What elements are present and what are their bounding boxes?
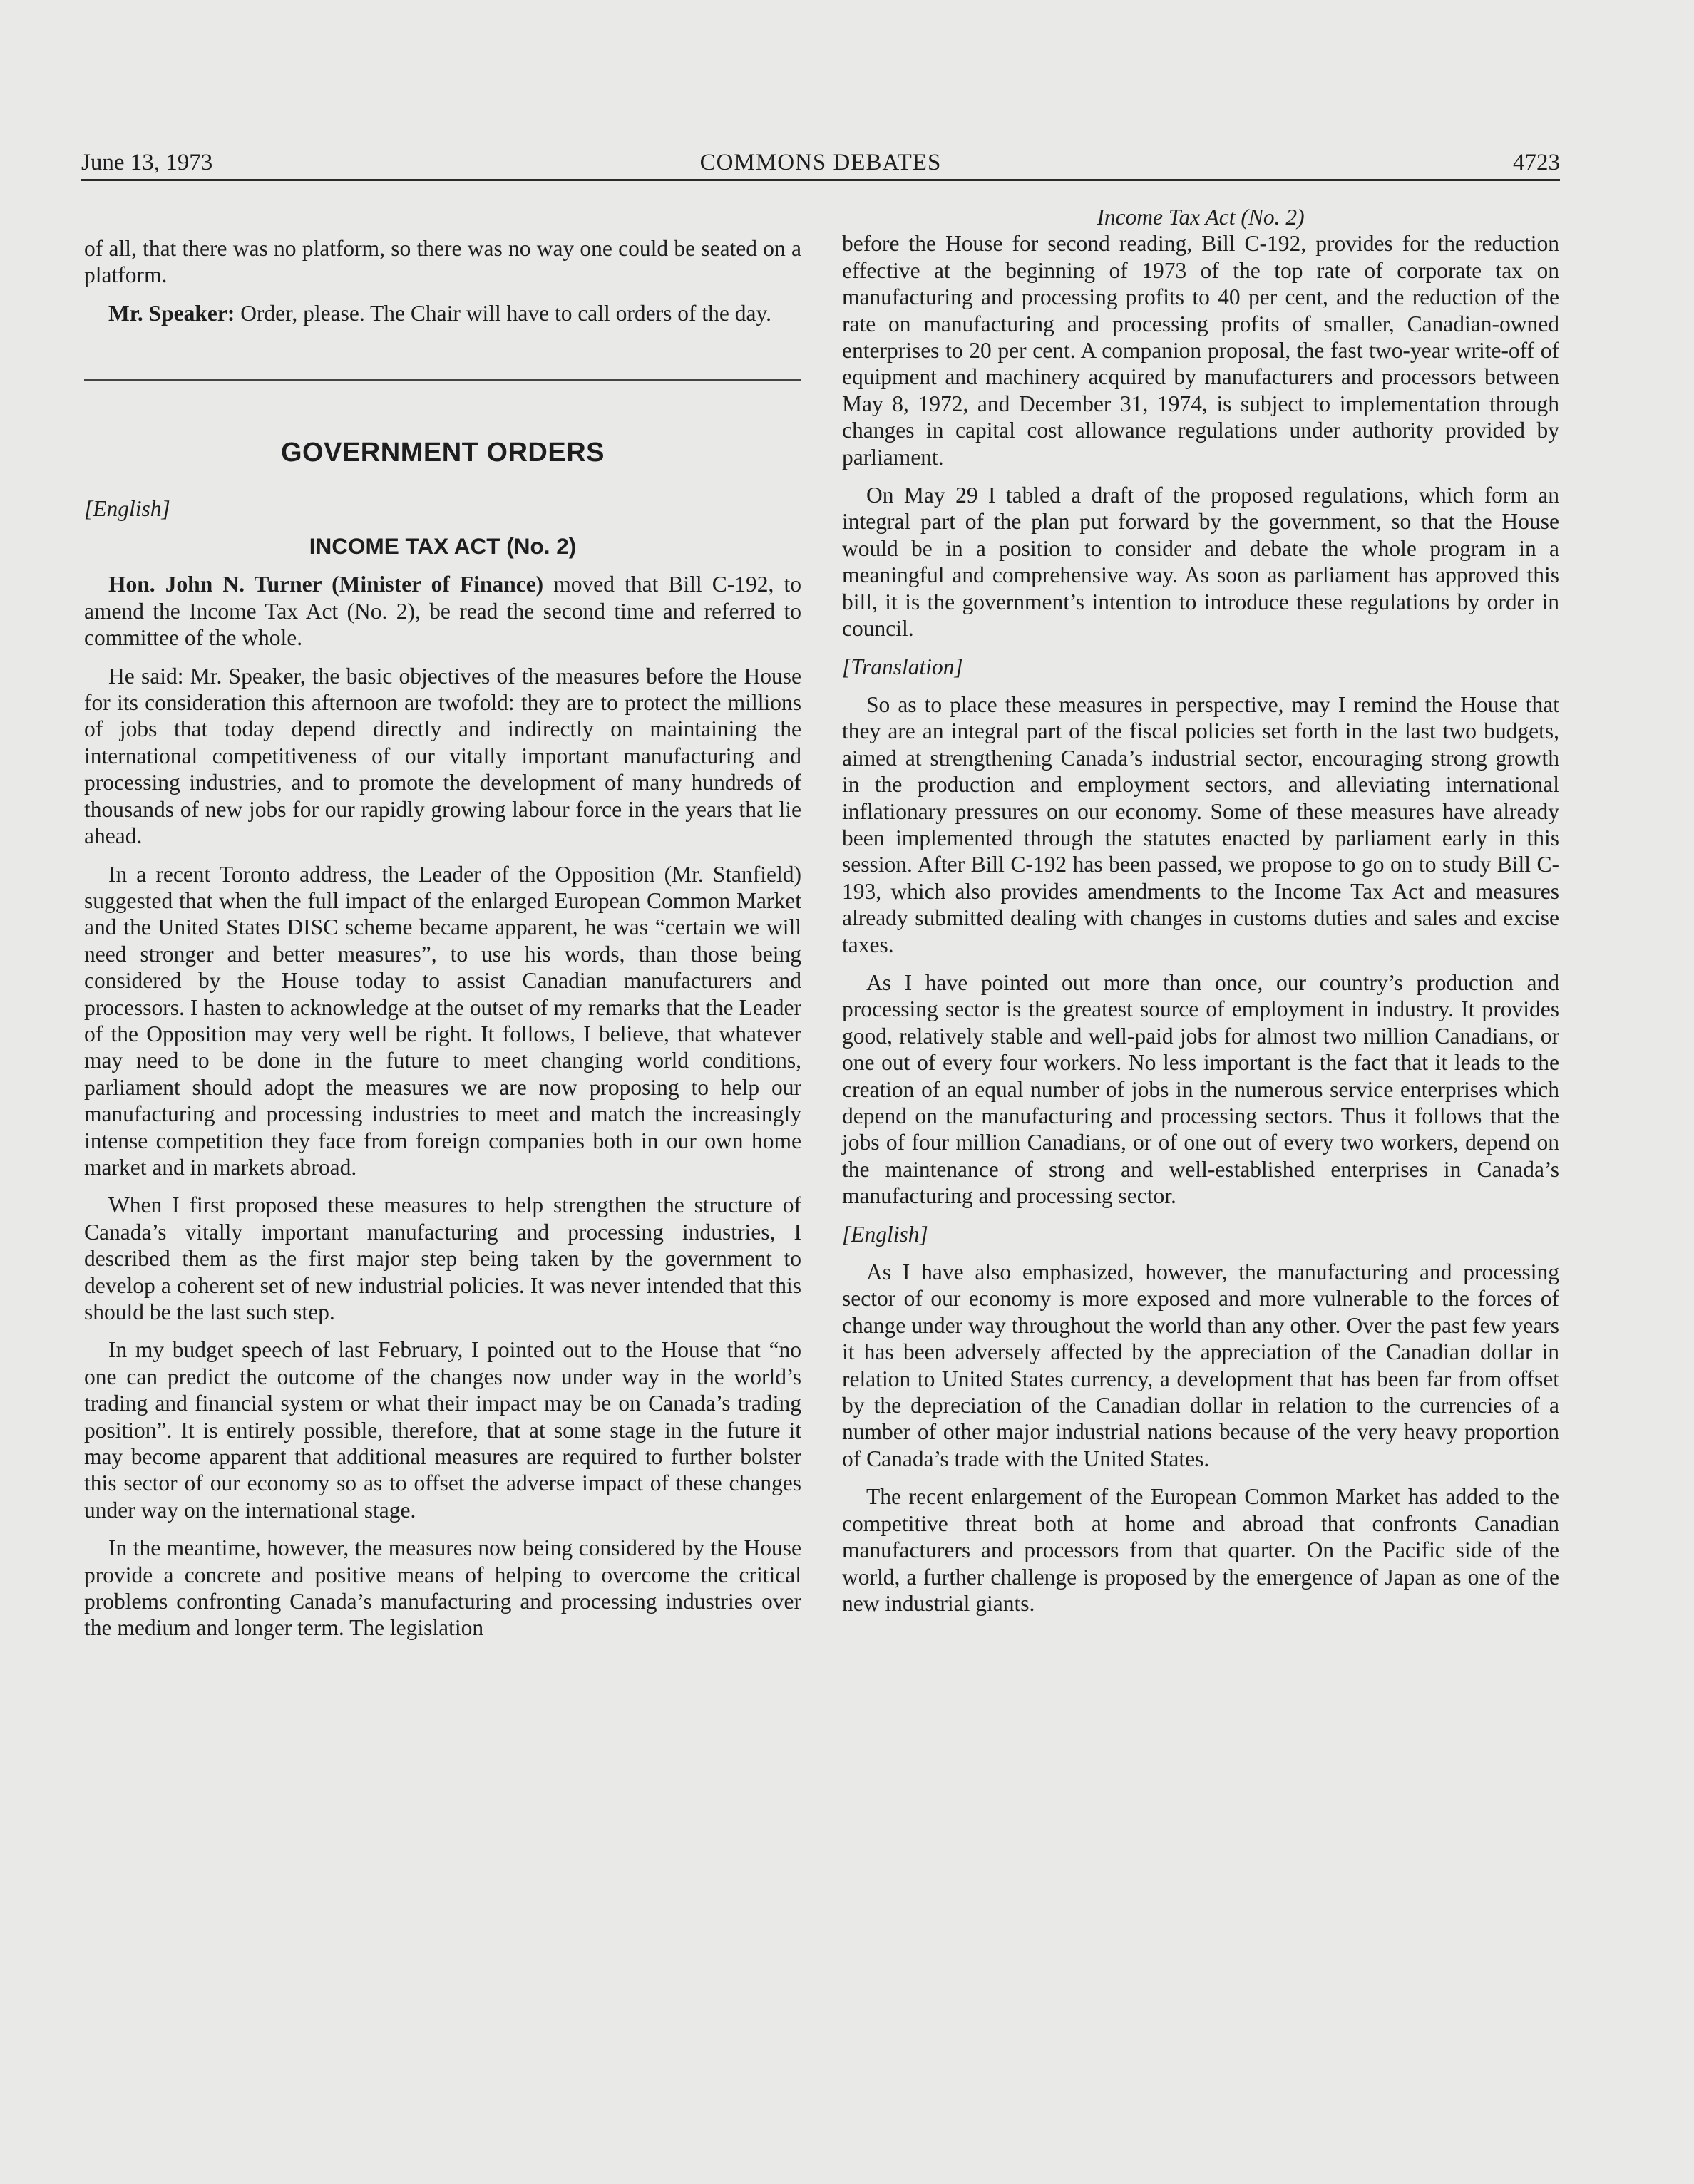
paragraph: The recent enlargement of the European Common Market has added to the competitive threat both at home and abroad that confronts Canadian manufacturers and processors from that quarter. On the Pacific side of the world, a further challenge is proposed by the emergence of Japan as one of the new industrial giants. bbox=[842, 1484, 1559, 1616]
page-header bbox=[81, 147, 1560, 178]
speech-text: moved that Bill C-192, to amend the Income Tax Act (No. 2), be read the second time and referred to committee of the whole. bbox=[84, 572, 801, 651]
paragraph: In my budget speech of last February, I pointed out to the House that “no one can predict the outcome of the changes now under way in the world’s trading and financial system or what their impact may be on Canada’s trading position”. It is entirely possible, therefore, that at some stage in the future it may become apparent that additional measures are required to further bolster this sector of our economy so as to offset the adverse impact of these changes under way on the international stage. bbox=[84, 1337, 801, 1523]
speaker-name: Hon. John N. Turner (Minister of Finance) bbox=[108, 572, 544, 597]
page-number: 4723 bbox=[1513, 150, 1560, 175]
act-heading: INCOME TAX ACT (No. 2) bbox=[309, 533, 577, 560]
language-note: [English] bbox=[842, 1221, 928, 1247]
paragraph: So as to place these measures in perspective, may I remind the House that they are an integral part of the fiscal policies set forth in the last two budgets, aimed at strengthening Canada’s industrial sector, encouraging strong growth in the production and employment sectors, and alleviating international inflationary pressures on our economy. Some of these measures have already been implemented through the statutes enacted by parliament early in this session. After Bill C-192 has been passed, we propose to go on to study Bill C-193, which also provides amendments to the Income Tax Act and measures already submitted dealing with changes in customs duties and sales and excise taxes. bbox=[842, 691, 1559, 957]
language-note: [Translation] bbox=[842, 654, 963, 679]
paragraph: In the meantime, however, the measures now being considered by the House provide a concrete and positive means of helping to overcome the critical problems confronting Canada’s manufacturing and processing industries over the medium and longer term. The legislation bbox=[84, 1535, 801, 1641]
paragraph: When I first proposed these measures to help strengthen the structure of Canada’s vitally important manufacturing and processing industries, I described them as the first major step being taken by the government to develop a coherent set of new industrial policies. It was never intended that this should be the last such step. bbox=[84, 1193, 801, 1324]
running-head: Income Tax Act (No. 2) bbox=[1097, 205, 1305, 230]
header-rule bbox=[81, 179, 1560, 181]
speaker-name: Mr. Speaker: bbox=[108, 300, 235, 326]
language-note: [English] bbox=[84, 495, 170, 521]
right-column bbox=[842, 204, 1559, 1628]
paragraph bbox=[84, 300, 801, 326]
paragraph: of all, that there was no platform, so there was no way one could be seated on a platform. bbox=[84, 236, 801, 288]
paragraph: In a recent Toronto address, the Leader of the Opposition (Mr. Stanfield) suggested that when the full impact of the enlarged European Common Market and the United States DISC scheme became apparent, he was “certain we will need stronger and better measures”, to use his words, than those being considered by the House today to assist Canadian manufacturers and processors. I hasten to acknowledge at the outset of my remarks that the Leader of the Opposition may very well be right. It follows, I believe, that whatever may need to be done in the future to meet changing world conditions, parliament should adopt the measures we are now proposing to help our manufacturing and processing industries to meet and match the increasingly intense competition they face from foreign companies both in our own home market and in markets abroad. bbox=[84, 861, 801, 1180]
speech-text: Order, please. The Chair will have to call orders of the day. bbox=[235, 300, 772, 326]
paragraph: On May 29 I tabled a draft of the proposed regulations, which form an integral part of the plan put forward by the government, so that the House would be in a position to consider and debate the whole program in a meaningful and comprehensive way. As soon as parliament has approved this bill, it is the government’s intention to introduce these regulations by order in council. bbox=[842, 483, 1559, 642]
header-title: COMMONS DEBATES bbox=[699, 150, 942, 175]
left-column bbox=[84, 235, 801, 1653]
paragraph bbox=[84, 571, 801, 651]
section-heading: GOVERNMENT ORDERS bbox=[281, 438, 605, 468]
paragraph: He said: Mr. Speaker, the basic objectives of the measures before the House for its consideration this afternoon are twofold: they are to protect the millions of jobs that today depend directly and indirectly on maintaining the international competitiveness of our vitally important manufacturing and processing industries, and to promote the development of many hundreds of thousands of new jobs for our rapidly growing labour force in the years that lie ahead. bbox=[84, 663, 801, 849]
paragraph: before the House for second reading, Bill C-192, provides for the reduction effective at the beginning of 1973 of the top rate of corporate tax on manufacturing and processing profits to 40 per cent, and the reduction of the rate on manufacturing and processing profits of smaller, Canadian-owned enterprises to 20 per cent. A companion proposal, the fast two-year write-off of equipment and machinery acquired by manufacturers and processors between May 8, 1972, and December 31, 1974, is subject to implementation through changes in capital cost allowance regulations under authority provided by parliament. bbox=[842, 231, 1559, 470]
header-date: June 13, 1973 bbox=[81, 150, 213, 175]
paragraph: As I have pointed out more than once, our country’s production and processing sector is the greatest source of employment in industry. It provides good, relatively stable and well-paid jobs for almost two million Canadians, or one out of every four workers. No less important is the fact that it leads to the creation of an equal number of jobs in the numerous service enterprises which depend on the manufacturing and processing sectors. Thus it follows that the jobs of four million Canadians, or of one out of every two workers, depend on the maintenance of strong and well-established enterprises in Canada’s manufacturing and processing sector. bbox=[842, 969, 1559, 1209]
section-divider bbox=[84, 379, 801, 381]
paragraph: As I have also emphasized, however, the manufacturing and processing sector of our economy is more exposed and more vulnerable to the forces of change under way throughout the world than any other. Over the past few years it has been adversely affected by the appreciation of the Canadian dollar in relation to United States currency, a development that has been far from offset by the depreciation of the Canadian dollar in relation to the currencies of a number of other major industrial nations because of the very heavy proportion of Canada’s trade with the United States. bbox=[842, 1260, 1559, 1471]
